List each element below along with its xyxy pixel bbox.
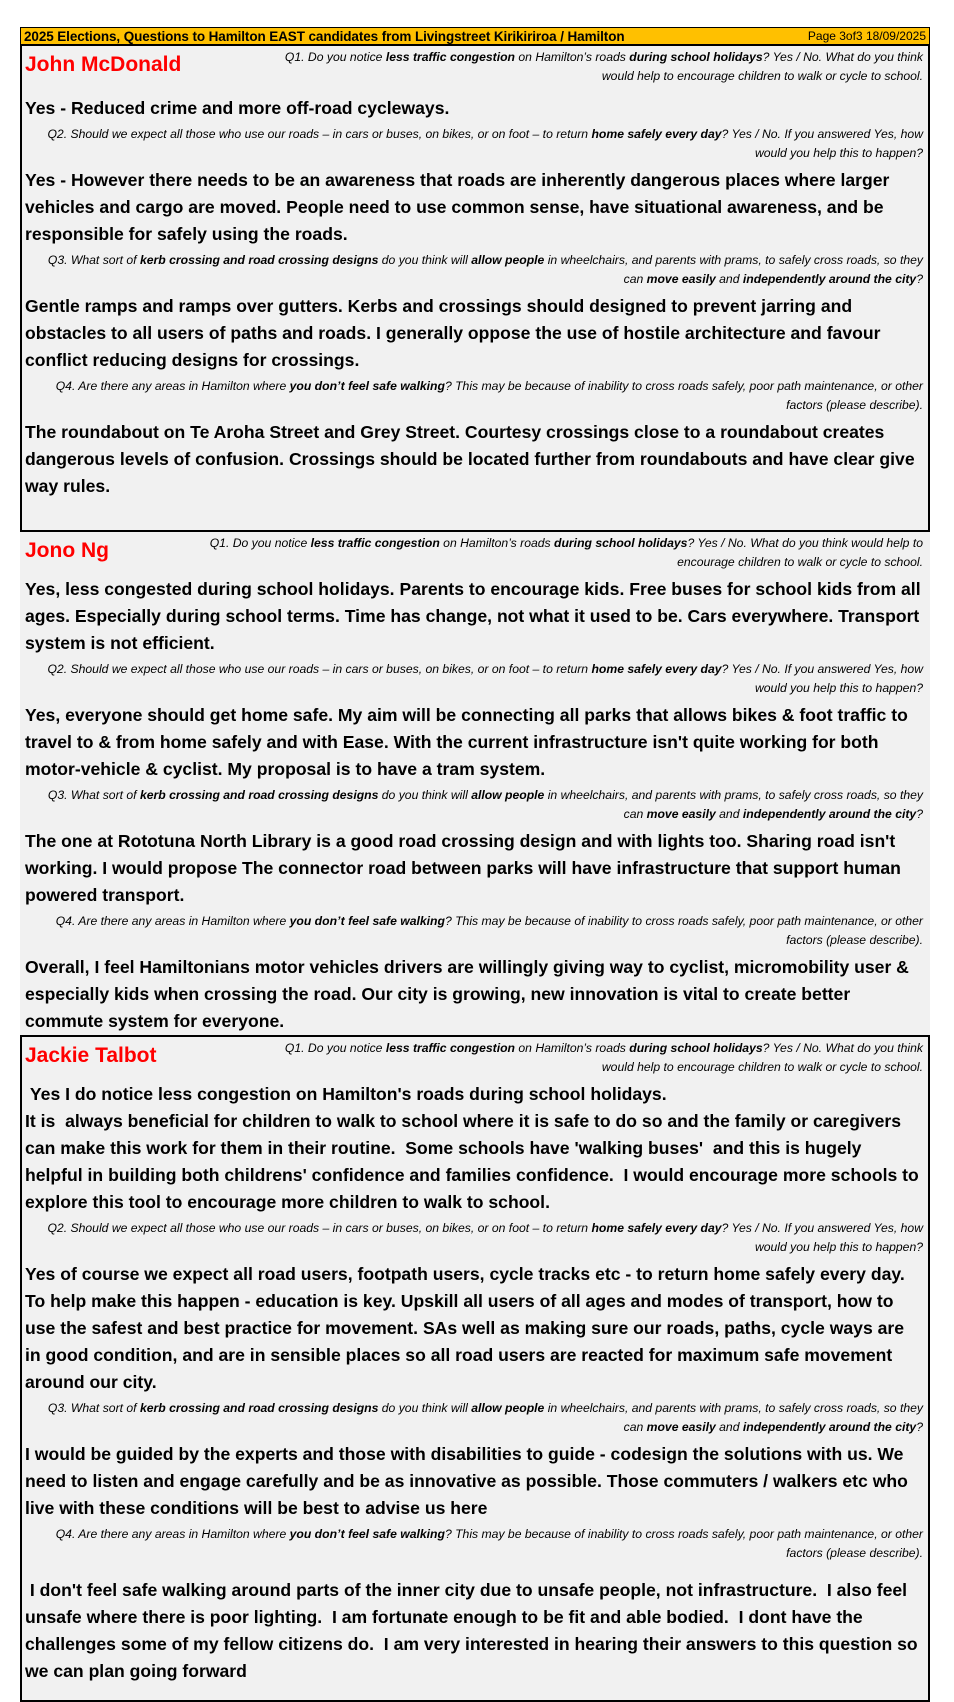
answer-1: Yes - Reduced crime and more off-road cycleways.	[25, 98, 450, 118]
candidate-name: Jono Ng	[25, 539, 109, 562]
answer-2: Yes, everyone should get home safe. My aim will be connecting all parks that allows bikes & foot traffic to travel to & from home safely and with Ease. With the current infrastructure isn't quite working for both motor-vehicle & cyclist. My proposal is to have a tram system.	[25, 705, 908, 779]
question-3: Q3. What sort of kerb crossing and road crossing designs do you think will allow people in wheelchairs, and parents with prams, to safely cross roads, so they can move easily and independently around the city?	[47, 1401, 923, 1434]
candidate-section-john-mcdonald	[20, 45, 930, 532]
answer-1: Yes I do notice less congestion on Hamilton's roads during school holidays. It is always beneficial for children to walk to school where it is safe to do so and the family or caregivers can make this work for them in their routine. Some schools have 'walking buses' and this is hugely helpful in building both childrens' confidence and families confidence. I would encourage more schools to explore this tool to encourage more children to walk to school.	[25, 1084, 919, 1212]
document-page	[20, 27, 930, 1702]
question-2: Q2. Should we expect all those who use our roads – in cars or buses, on bikes, or on foot – to return home safely every day? Yes / No. If you answered Yes, how would you help this to happen?	[47, 127, 923, 160]
question-1: Q1. Do you notice less traffic congestion on Hamilton’s roads during school holidays? Yes / No. What do you think would help to encourage children to walk or cycle to school.	[209, 536, 923, 569]
answer-4: I don't feel safe walking around parts of the inner city due to unsafe people, not infrastructure. I also feel unsafe where there is poor lighting. I am fortunate enough to be fit and able bodied. I dont have the challenges some of my fellow citizens do. I am very interested in hearing their answers to this question so we can plan going forward	[25, 1580, 923, 1681]
candidate-section-jackie-talbot	[20, 1035, 930, 1702]
question-4: Q4. Are there any areas in Hamilton where you don’t feel safe walking? This may be because of inability to cross roads safely, poor path maintenance, or other factors (please describe).	[55, 914, 923, 947]
answer-2: Yes of course we expect all road users, footpath users, cycle tracks etc - to return home safely every day. To help make this happen - education is key. Upskill all users of all ages and modes of transport, how to use the safest and best practice for movement. SAs well as making sure our roads, paths, cycle ways are in good condition, and are in sensible places so all road users are reacted for maximum safe movement around our city.	[25, 1264, 905, 1392]
candidate-name: John McDonald	[25, 53, 182, 76]
question-3: Q3. What sort of kerb crossing and road crossing designs do you think will allow people in wheelchairs, and parents with prams, to safely cross roads, so they can move easily and independently around the city?	[47, 788, 923, 821]
question-4: Q4. Are there any areas in Hamilton where you don’t feel safe walking? This may be because of inability to cross roads safely, poor path maintenance, or other factors (please describe).	[55, 379, 923, 412]
page-header	[20, 27, 930, 45]
candidate-name: Jackie Talbot	[25, 1044, 157, 1067]
question-1: Q1. Do you notice less traffic congestion on Hamilton’s roads during school holidays? Yes / No. What do you think would help to encourage children to walk or cycle to school.	[284, 50, 923, 83]
answer-4: Overall, I feel Hamiltonians motor vehicles drivers are willingly giving way to cyclist, micromobility user & especially kids when crossing the road. Our city is growing, new innovation is vital to create better commute system for everyone.	[25, 957, 909, 1031]
document-title: 2025 Elections, Questions to Hamilton EAST candidates from Livingstreet Kirikiriroa / Hamilton	[24, 28, 625, 44]
question-2: Q2. Should we expect all those who use our roads – in cars or buses, on bikes, or on foot – to return home safely every day? Yes / No. If you answered Yes, how would you help this to happen?	[47, 1221, 923, 1254]
answer-3: I would be guided by the experts and those with disabilities to guide - codesign the solutions with us. We need to listen and engage carefully and be as innovative as possible. Those commuters / walkers etc who live with these conditions will be best to advise us here	[25, 1444, 908, 1518]
answer-2: Yes - However there needs to be an awareness that roads are inherently dangerous places where larger vehicles and cargo are moved. People need to use common sense, have situational awareness, and be responsible for safely using the roads.	[25, 170, 890, 244]
question-3: Q3. What sort of kerb crossing and road crossing designs do you think will allow people in wheelchairs, and parents with prams, to safely cross roads, so they can move easily and independently around the city?	[47, 253, 923, 286]
answer-3: The one at Rototuna North Library is a good road crossing design and with lights too. Sharing road isn't working. I would propose The connector road between parks will have infrastructure that support human powered transport.	[25, 831, 901, 905]
page-info: Page 3of3 18/09/2025	[807, 29, 926, 43]
question-2: Q2. Should we expect all those who use our roads – in cars or buses, on bikes, or on foot – to return home safely every day? Yes / No. If you answered Yes, how would you help this to happen?	[47, 662, 923, 695]
question-4: Q4. Are there any areas in Hamilton where you don’t feel safe walking? This may be because of inability to cross roads safely, poor path maintenance, or other factors (please describe).	[55, 1527, 923, 1560]
question-1: Q1. Do you notice less traffic congestion on Hamilton’s roads during school holidays? Yes / No. What do you think would help to encourage children to walk or cycle to school.	[284, 1041, 923, 1074]
candidate-section-jono-ng	[20, 532, 930, 1035]
answer-4: The roundabout on Te Aroha Street and Grey Street. Courtesy crossings close to a roundabout creates dangerous levels of confusion. Crossings should be located further from roundabouts and have clear give way rules.	[25, 422, 915, 496]
answer-3: Gentle ramps and ramps over gutters. Kerbs and crossings should designed to prevent jarring and obstacles to all users of paths and roads. I generally oppose the use of hostile architecture and favour conflict reducing designs for crossings.	[25, 296, 881, 370]
answer-1: Yes, less congested during school holidays. Parents to encourage kids. Free buses for school kids from all ages. Especially during school terms. Time has change, not what it used to be. Cars everywhere. Transport system is not efficient.	[25, 579, 921, 653]
